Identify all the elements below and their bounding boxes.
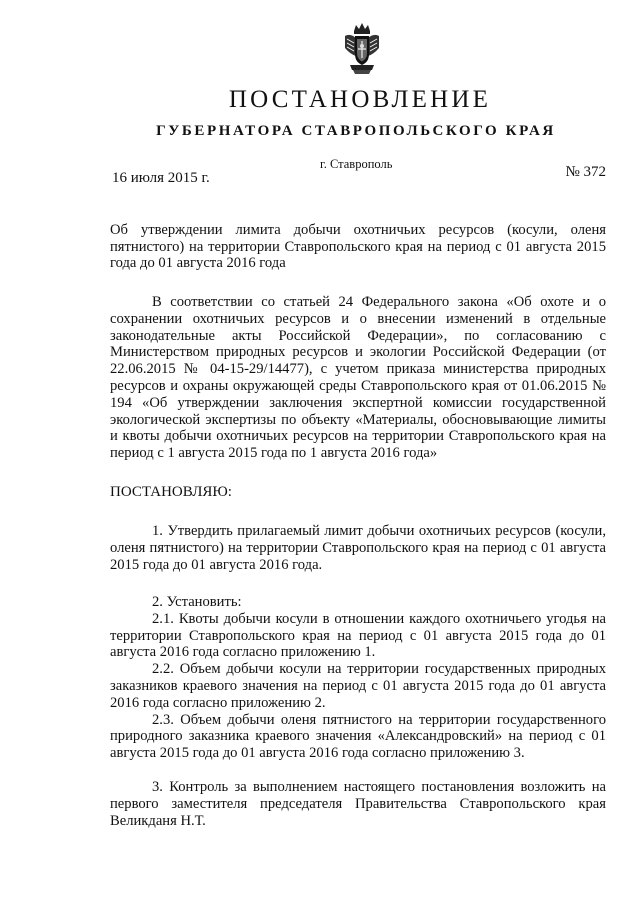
page-title: ПОСТАНОВЛЕНИЕ xyxy=(228,86,492,113)
preamble xyxy=(110,294,606,462)
clause-1-text: 1. Утвердить прилагаемый лимит добычи охотничьих ресурсов (косули, оленя пятнистого) на территории Ставропольского края на период с 01 августа 2015 года до 01 августа 2016 года. xyxy=(110,523,606,573)
document-date: 16 июля 2015 г. xyxy=(112,170,210,186)
document-subject xyxy=(110,222,606,272)
clause-2 xyxy=(110,594,606,762)
clause-3 xyxy=(110,779,606,829)
clause-2-3: 2.3. Объем добычи оленя пятнистого на территории государственного природного заказника краевого значения «Александровский» на период с 01 августа 2015 года до 01 августа 2016 года согласно приложению 3. xyxy=(110,711,606,762)
subject-text: Об утверждении лимита добычи охотничьих ресурсов (косули, оленя пятнистого) на территории Ставропольского края на период с 01 августа 2015 года до 01 августа 2016 года xyxy=(110,222,606,271)
resolve-heading xyxy=(110,484,606,501)
clause-2-heading: 2. Установить: xyxy=(152,594,242,610)
clause-2-1: 2.1. Квоты добычи косули в отношении каждого охотничьего угодья на территории Ставропольского края на период с 01 августа 2015 года до 01 августа 2016 года согласно приложению 1. xyxy=(110,610,606,661)
resolve-text: ПОСТАНОВЛЯЮ: xyxy=(110,484,232,500)
clause-1 xyxy=(110,523,606,573)
preamble-text: В соответствии со статьей 24 Федерального закона «Об охоте и о сохранении охотничьих ресурсов и о внесении изменений в отдельные законодательные акты Российской Федерации», по согласованию с Министерством природных ресурсов и экологии Российской Федерации (от 22.06.2015 № 04-15-29/14477), с учетом приказа министерства природных ресурсов и охраны окружающей среды Ставропольского края от 01.06.2015 № 194 «Об утверждении заключения экспертной комиссии государственной экологической экспертизы по объекту «Материалы, обосновывающие лимиты и квоты добычи охотничьих ресурсов на территории Ставропольского края на период с 1 августа 2015 года по 1 августа 2016 года» xyxy=(110,294,606,462)
city: г. Ставрополь xyxy=(320,157,393,171)
document-number: № 372 xyxy=(565,164,606,180)
coat-of-arms-icon xyxy=(342,22,382,76)
issuer-title: ГУБЕРНАТОРА СТАВРОПОЛЬСКОГО КРАЯ xyxy=(156,123,556,139)
clause-2-2: 2.2. Объем добычи косули на территории государственных природных заказников краевого значения на период с 01 августа 2015 года до 01 августа 2016 года согласно приложению 2. xyxy=(110,661,606,711)
clause-3-text: 3. Контроль за выполнением настоящего постановления возложить на первого заместителя председателя Правительства Ставропольского края Великданя Н.Т. xyxy=(110,779,606,829)
